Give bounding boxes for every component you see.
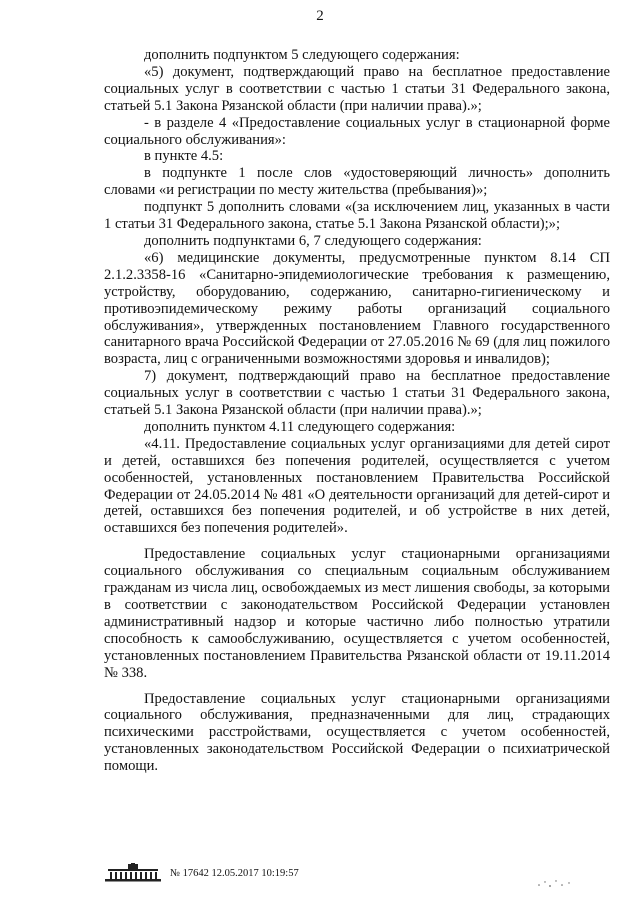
registration-number: № 17642 12.05.2017 10:19:57 [170, 867, 299, 879]
paragraph-9: 7) документ, подтверждающий право на бесплатное предоставление социальных услуг в соответствии с частью 1 статьи 31 Федерального закона, статьей 5.1 Закона Рязанской области (при наличии права).»; [104, 368, 610, 419]
paragraph-13: Предоставление социальных услуг стационарными организациями социального обслуживания, предназначенными для лиц, страдающих психическими расстройствами, осуществляется с учетом особенностей, установленных законодательством Российской Федерации о психиатрической помощи. [104, 690, 610, 775]
paragraph-4: в пункте 4.5: [144, 148, 224, 165]
page-number: 2 [316, 8, 324, 24]
document-body [104, 47, 610, 775]
paragraph-7: дополнить подпунктами 6, 7 следующего содержания: [144, 232, 482, 249]
paragraph-12: Предоставление социальных услуг стационарными организациями социального обслуживания со специальным социальным обслуживанием гражданам из числа лиц, освобождаемых из мест лишения свободы, за которыми в соответствии с законодательством Российской Федерации установлен административный надзор и которые частично либо полностью утратили способность к самообслуживанию, осуществляется с учетом особенностей, установленных постановлением Правительства Рязанской области от 19.11.2014 № 338. [104, 546, 610, 681]
government-building-logo-icon [104, 863, 162, 883]
paragraph-10: дополнить пунктом 4.11 следующего содержания: [144, 418, 456, 435]
paragraph-11: «4.11. Предоставление социальных услуг организациями для детей сирот и детей, оставшихся без попечения родителей, осуществляется с учетом особенностей, установленных постановлением Правительства Российской Федерации от 24.05.2014 № 481 «О деятельности организаций для детей-сирот и детей, оставшихся без попечения родителей, и об устройстве в них детей, оставшихся без попечения родителей». [104, 435, 610, 537]
paragraph-3: - в разделе 4 «Предоставление социальных услуг в стационарной форме социального обслуживания»: [104, 114, 610, 148]
paragraph-1: дополнить подпунктом 5 следующего содержания: [144, 47, 460, 63]
paragraph-6: подпункт 5 дополнить словами «(за исключением лиц, указанных в части 1 статьи 31 Федерального закона, статье 5.1 Закона Рязанской области);»; [104, 199, 610, 233]
paragraph-2: «5) документ, подтверждающий право на бесплатное предоставление социальных услуг в соответствии с частью 1 статьи 31 Федерального закона, статьей 5.1 Закона Рязанской области (при наличии права).»; [104, 63, 610, 114]
scan-artifact-marks [536, 876, 576, 890]
registration-footer [104, 862, 299, 884]
paragraph-8: «6) медицинские документы, предусмотренные пунктом 8.14 СП 2.1.2.3358-16 «Санитарно-эпидемиологические требования к размещению, устройству, оборудованию, содержанию, санитарно-гигиеническому и противоэпидемическому режиму работы организаций социального обслуживания», утвержденных постановлением Главного государственного санитарного врача Российской Федерации от 27.05.2016 № 69 (для лиц пожилого возраста, лиц с ограниченными возможностями здоровья и инвалидов); [104, 249, 610, 368]
paragraph-5: в подпункте 1 после слов «удостоверяющий личность» дополнить словами «и регистрации по месту жительства (пребывания)»; [104, 165, 610, 199]
